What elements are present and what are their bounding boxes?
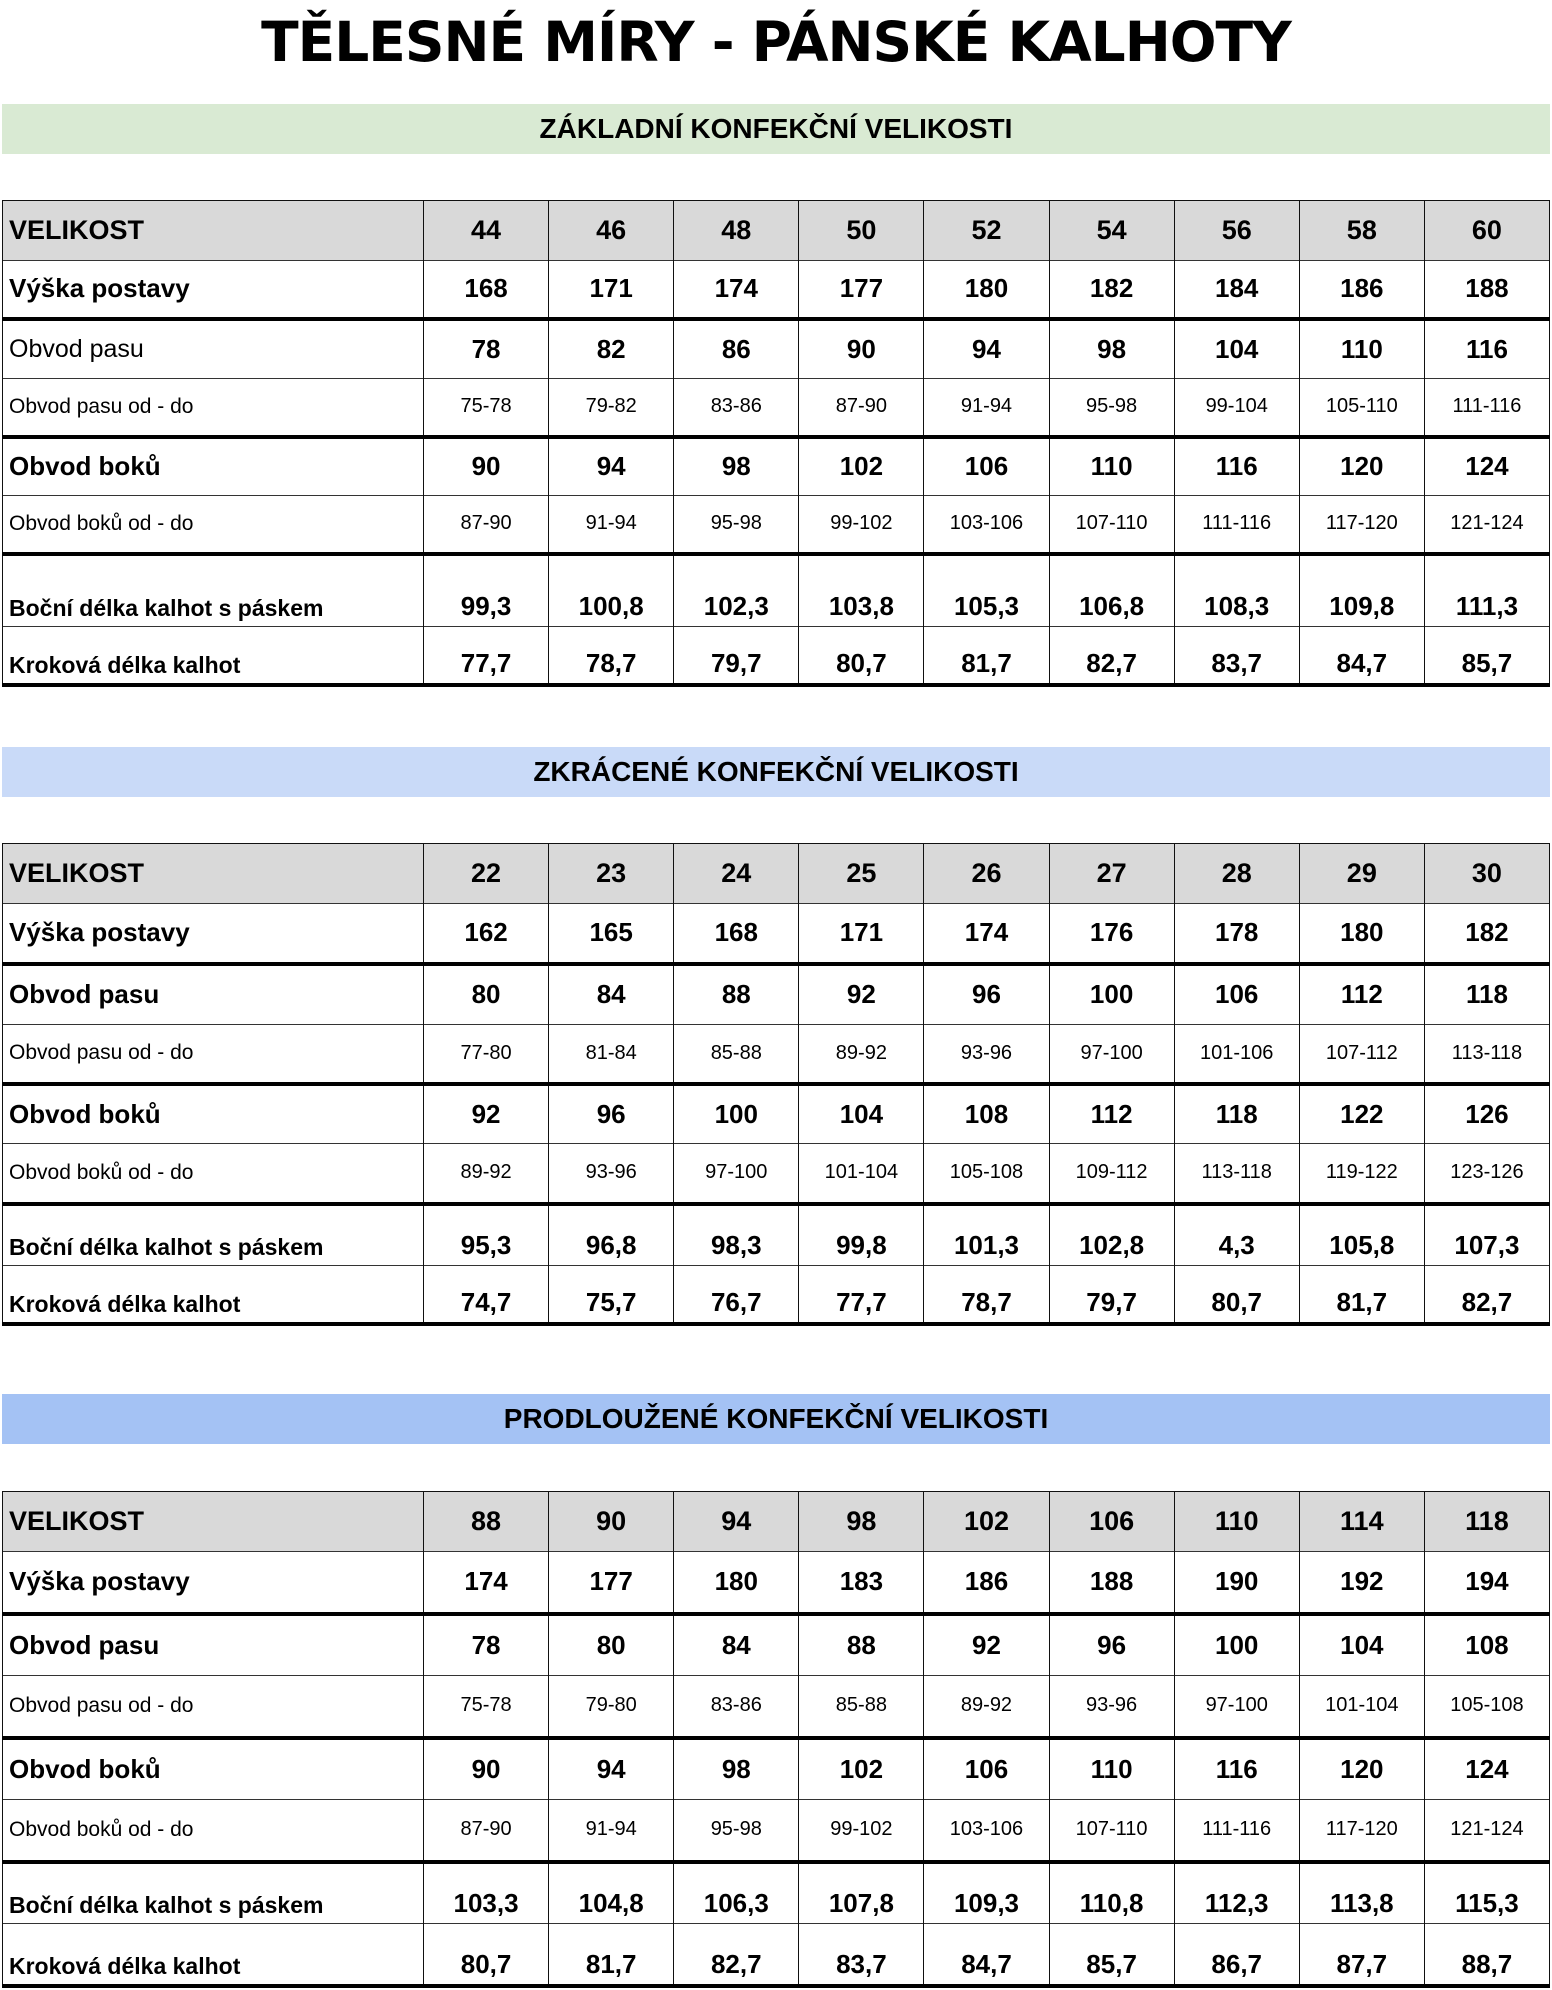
table-cell: 103-106 — [924, 1800, 1049, 1862]
table-cell: 88 — [674, 964, 799, 1025]
table-cell: 120 — [1299, 1738, 1424, 1800]
table-cell: 75,7 — [549, 1266, 674, 1324]
table-cell: 104 — [799, 1084, 924, 1144]
row-label: Obvod boků od - do — [3, 1144, 424, 1204]
table-cell: 186 — [1299, 261, 1424, 319]
table-cell: 190 — [1174, 1552, 1299, 1614]
table-row — [3, 319, 1550, 379]
table-cell: 111-116 — [1174, 1800, 1299, 1862]
table-cell: 106 — [924, 1738, 1049, 1800]
table-row — [3, 1924, 1550, 1986]
table-cell: 85-88 — [674, 1025, 799, 1084]
row-label: Kroková délka kalhot — [3, 1266, 424, 1324]
table-cell: 85-88 — [799, 1676, 924, 1738]
table-cell: 101-104 — [799, 1144, 924, 1204]
table-cell: 91-94 — [549, 496, 674, 554]
table-cell: 177 — [549, 1552, 674, 1614]
table-cell: 106,8 — [1049, 554, 1174, 627]
table-cell: 93-96 — [924, 1025, 1049, 1084]
table-cell: 111-116 — [1424, 379, 1549, 437]
table-cell: 108 — [924, 1084, 1049, 1144]
table-cell: 79-82 — [549, 379, 674, 437]
table-cell: 96 — [1049, 1614, 1174, 1676]
header-row — [3, 844, 1550, 904]
table-cell: 178 — [1174, 904, 1299, 964]
table-cell: 80,7 — [1174, 1266, 1299, 1324]
table-cell: 91-94 — [549, 1800, 674, 1862]
table-cell: 118 — [1424, 964, 1549, 1025]
table-cell: 79-80 — [549, 1676, 674, 1738]
header-row — [3, 1492, 1550, 1552]
table-cell: 105-108 — [924, 1144, 1049, 1204]
table-cell: 97-100 — [1049, 1025, 1174, 1084]
table-row — [3, 1614, 1550, 1676]
table-row — [3, 627, 1550, 685]
size-header-cell: 24 — [674, 844, 799, 904]
table-cell: 102,3 — [674, 554, 799, 627]
table-cell: 84,7 — [924, 1924, 1049, 1986]
size-header-cell: 44 — [424, 201, 549, 261]
table-cell: 110 — [1049, 1738, 1174, 1800]
table-cell: 84 — [549, 964, 674, 1025]
table-cell: 122 — [1299, 1084, 1424, 1144]
table-cell: 106 — [924, 437, 1049, 496]
table-cell: 118 — [1174, 1084, 1299, 1144]
table-cell: 174 — [424, 1552, 549, 1614]
table-cell: 113-118 — [1174, 1144, 1299, 1204]
table-cell: 82,7 — [1424, 1266, 1549, 1324]
table-cell: 79,7 — [1049, 1266, 1174, 1324]
size-header-cell: 52 — [924, 201, 1049, 261]
row-label: Kroková délka kalhot — [3, 627, 424, 685]
table-row — [3, 496, 1550, 554]
row-label: Obvod boků od - do — [3, 1800, 424, 1862]
table-cell: 87-90 — [799, 379, 924, 437]
table-cell: 90 — [799, 319, 924, 379]
table-cell: 95-98 — [1049, 379, 1174, 437]
table-cell: 174 — [674, 261, 799, 319]
table-cell: 81,7 — [1299, 1266, 1424, 1324]
table-row — [3, 379, 1550, 437]
size-header-cell: 22 — [424, 844, 549, 904]
row-label: Boční délka kalhot s páskem — [3, 1204, 424, 1266]
table-row — [3, 1266, 1550, 1324]
table-cell: 105,3 — [924, 554, 1049, 627]
table-cell: 182 — [1424, 904, 1549, 964]
table-cell: 188 — [1424, 261, 1549, 319]
table-cell: 4,3 — [1174, 1204, 1299, 1266]
table-cell: 102,8 — [1049, 1204, 1174, 1266]
table-cell: 78 — [424, 1614, 549, 1676]
table-cell: 98 — [1049, 319, 1174, 379]
table-cell: 165 — [549, 904, 674, 964]
size-header-cell: 28 — [1174, 844, 1299, 904]
table-row — [3, 1025, 1550, 1084]
section-heading-long: PRODLOUŽENÉ KONFEKČNÍ VELIKOSTI — [2, 1394, 1550, 1444]
size-table-basic — [2, 200, 1550, 687]
table-cell: 110 — [1299, 319, 1424, 379]
size-header-cell: 27 — [1049, 844, 1174, 904]
row-label: Obvod boků — [3, 1084, 424, 1144]
table-cell: 76,7 — [674, 1266, 799, 1324]
table-row — [3, 964, 1550, 1025]
table-cell: 171 — [799, 904, 924, 964]
row-label: Výška postavy — [3, 261, 424, 319]
table-cell: 75-78 — [424, 379, 549, 437]
table-cell: 107,8 — [799, 1862, 924, 1924]
table-cell: 94 — [549, 437, 674, 496]
table-cell: 90 — [424, 1738, 549, 1800]
row-label: Výška postavy — [3, 904, 424, 964]
row-label: Obvod boků od - do — [3, 496, 424, 554]
table-cell: 77,7 — [424, 627, 549, 685]
size-header-cell: 23 — [549, 844, 674, 904]
table-cell: 82,7 — [674, 1924, 799, 1986]
table-cell: 177 — [799, 261, 924, 319]
table-cell: 107-110 — [1049, 496, 1174, 554]
table-cell: 110,8 — [1049, 1862, 1174, 1924]
size-header-cell: 118 — [1424, 1492, 1549, 1552]
table-cell: 99-104 — [1174, 379, 1299, 437]
table-cell: 111,3 — [1424, 554, 1549, 627]
table-cell: 112 — [1049, 1084, 1174, 1144]
size-header-cell: 106 — [1049, 1492, 1174, 1552]
table-cell: 112 — [1299, 964, 1424, 1025]
table-cell: 194 — [1424, 1552, 1549, 1614]
size-header-cell: 29 — [1299, 844, 1424, 904]
table-cell: 87-90 — [424, 1800, 549, 1862]
table-cell: 168 — [674, 904, 799, 964]
table-cell: 81-84 — [549, 1025, 674, 1084]
table-cell: 115,3 — [1424, 1862, 1549, 1924]
table-row — [3, 1552, 1550, 1614]
table-cell: 80,7 — [799, 627, 924, 685]
table-cell: 180 — [674, 1552, 799, 1614]
table-cell: 95,3 — [424, 1204, 549, 1266]
table-cell: 92 — [799, 964, 924, 1025]
table-cell: 100 — [674, 1084, 799, 1144]
table-cell: 174 — [924, 904, 1049, 964]
table-cell: 168 — [424, 261, 549, 319]
table-cell: 93-96 — [549, 1144, 674, 1204]
table-cell: 182 — [1049, 261, 1174, 319]
table-cell: 121-124 — [1424, 1800, 1549, 1862]
table-cell: 97-100 — [1174, 1676, 1299, 1738]
table-row — [3, 261, 1550, 319]
size-header-cell: 90 — [549, 1492, 674, 1552]
table-cell: 180 — [924, 261, 1049, 319]
table-cell: 186 — [924, 1552, 1049, 1614]
table-cell: 93-96 — [1049, 1676, 1174, 1738]
section-heading-basic: ZÁKLADNÍ KONFEKČNÍ VELIKOSTI — [2, 104, 1550, 154]
table-cell: 104 — [1299, 1614, 1424, 1676]
section-heading-short: ZKRÁCENÉ KONFEKČNÍ VELIKOSTI — [2, 747, 1550, 797]
table-cell: 101-106 — [1174, 1025, 1299, 1084]
table-cell: 83-86 — [674, 1676, 799, 1738]
row-label: Boční délka kalhot s páskem — [3, 1862, 424, 1924]
table-cell: 124 — [1424, 1738, 1549, 1800]
row-label: Obvod pasu od - do — [3, 1025, 424, 1084]
table-cell: 89-92 — [799, 1025, 924, 1084]
table-cell: 82,7 — [1049, 627, 1174, 685]
table-cell: 96 — [924, 964, 1049, 1025]
row-label: Obvod pasu od - do — [3, 1676, 424, 1738]
table-cell: 99,8 — [799, 1204, 924, 1266]
size-header-cell: 25 — [799, 844, 924, 904]
table-cell: 99-102 — [799, 1800, 924, 1862]
table-cell: 89-92 — [924, 1676, 1049, 1738]
table-cell: 80 — [549, 1614, 674, 1676]
table-cell: 81,7 — [549, 1924, 674, 1986]
table-cell: 81,7 — [924, 627, 1049, 685]
table-cell: 107,3 — [1424, 1204, 1549, 1266]
table-cell: 83-86 — [674, 379, 799, 437]
table-cell: 116 — [1174, 1738, 1299, 1800]
table-cell: 101,3 — [924, 1204, 1049, 1266]
table-cell: 107-110 — [1049, 1800, 1174, 1862]
table-cell: 74,7 — [424, 1266, 549, 1324]
table-cell: 98 — [674, 437, 799, 496]
table-cell: 95-98 — [674, 496, 799, 554]
table-cell: 87-90 — [424, 496, 549, 554]
table-cell: 83,7 — [799, 1924, 924, 1986]
size-header-cell: 48 — [674, 201, 799, 261]
table-cell: 92 — [424, 1084, 549, 1144]
row-label: Obvod pasu — [3, 964, 424, 1025]
table-cell: 104 — [1174, 319, 1299, 379]
table-cell: 103-106 — [924, 496, 1049, 554]
table-row — [3, 1676, 1550, 1738]
page-title: TĚLESNÉ MÍRY - PÁNSKÉ KALHOTY — [261, 10, 1291, 74]
table-cell: 95-98 — [674, 1800, 799, 1862]
table-cell: 107-112 — [1299, 1025, 1424, 1084]
table-cell: 105-110 — [1299, 379, 1424, 437]
table-row — [3, 1800, 1550, 1862]
table-cell: 94 — [924, 319, 1049, 379]
table-cell: 180 — [1299, 904, 1424, 964]
size-header-cell: 50 — [799, 201, 924, 261]
table-cell: 85,7 — [1424, 627, 1549, 685]
table-cell: 89-92 — [424, 1144, 549, 1204]
row-label: Kroková délka kalhot — [3, 1924, 424, 1986]
table-cell: 101-104 — [1299, 1676, 1424, 1738]
table-cell: 113-118 — [1424, 1025, 1549, 1084]
table-cell: 98,3 — [674, 1204, 799, 1266]
table-cell: 77-80 — [424, 1025, 549, 1084]
row-label: Obvod pasu — [3, 319, 424, 379]
table-cell: 77,7 — [799, 1266, 924, 1324]
table-cell: 104,8 — [549, 1862, 674, 1924]
table-cell: 99-102 — [799, 496, 924, 554]
size-header-cell: 30 — [1424, 844, 1549, 904]
table-row — [3, 1204, 1550, 1266]
table-cell: 102 — [799, 1738, 924, 1800]
table-cell: 80 — [424, 964, 549, 1025]
table-cell: 79,7 — [674, 627, 799, 685]
table-cell: 97-100 — [674, 1144, 799, 1204]
table-cell: 86 — [674, 319, 799, 379]
table-row — [3, 1862, 1550, 1924]
size-header-cell: 102 — [924, 1492, 1049, 1552]
table-cell: 88,7 — [1424, 1924, 1549, 1986]
table-cell: 112,3 — [1174, 1862, 1299, 1924]
table-cell: 100,8 — [549, 554, 674, 627]
table-cell: 117-120 — [1299, 496, 1424, 554]
table-cell: 171 — [549, 261, 674, 319]
header-label: VELIKOST — [3, 844, 424, 904]
row-label: Obvod boků — [3, 1738, 424, 1800]
table-row — [3, 554, 1550, 627]
table-cell: 100 — [1049, 964, 1174, 1025]
table-cell: 109,3 — [924, 1862, 1049, 1924]
header-label: VELIKOST — [3, 201, 424, 261]
table-cell: 98 — [674, 1738, 799, 1800]
table-cell: 123-126 — [1424, 1144, 1549, 1204]
table-cell: 110 — [1049, 437, 1174, 496]
table-cell: 91-94 — [924, 379, 1049, 437]
table-cell: 80,7 — [424, 1924, 549, 1986]
table-cell: 84,7 — [1299, 627, 1424, 685]
row-label: Obvod pasu od - do — [3, 379, 424, 437]
table-cell: 124 — [1424, 437, 1549, 496]
table-row — [3, 904, 1550, 964]
table-cell: 106 — [1174, 964, 1299, 1025]
table-cell: 82 — [549, 319, 674, 379]
table-cell: 121-124 — [1424, 496, 1549, 554]
row-label: Boční délka kalhot s páskem — [3, 554, 424, 627]
size-table-short — [2, 843, 1550, 1326]
table-cell: 103,3 — [424, 1862, 549, 1924]
table-row — [3, 437, 1550, 496]
table-row — [3, 1738, 1550, 1800]
table-cell: 109-112 — [1049, 1144, 1174, 1204]
table-cell: 184 — [1174, 261, 1299, 319]
table-cell: 120 — [1299, 437, 1424, 496]
row-label: Obvod boků — [3, 437, 424, 496]
table-cell: 96 — [549, 1084, 674, 1144]
size-header-cell: 58 — [1299, 201, 1424, 261]
row-label: Obvod pasu — [3, 1614, 424, 1676]
table-cell: 108 — [1424, 1614, 1549, 1676]
row-label: Výška postavy — [3, 1552, 424, 1614]
table-cell: 111-116 — [1174, 496, 1299, 554]
size-header-cell: 54 — [1049, 201, 1174, 261]
table-cell: 83,7 — [1174, 627, 1299, 685]
table-cell: 116 — [1424, 319, 1549, 379]
size-header-cell: 94 — [674, 1492, 799, 1552]
table-cell: 108,3 — [1174, 554, 1299, 627]
size-table-long — [2, 1491, 1550, 1988]
table-cell: 105-108 — [1424, 1676, 1549, 1738]
table-cell: 102 — [799, 437, 924, 496]
table-cell: 176 — [1049, 904, 1174, 964]
table-cell: 92 — [924, 1614, 1049, 1676]
size-header-cell: 110 — [1174, 1492, 1299, 1552]
table-cell: 94 — [549, 1738, 674, 1800]
table-cell: 183 — [799, 1552, 924, 1614]
table-row — [3, 1084, 1550, 1144]
table-cell: 113,8 — [1299, 1862, 1424, 1924]
table-cell: 116 — [1174, 437, 1299, 496]
table-cell: 105,8 — [1299, 1204, 1424, 1266]
size-header-cell: 114 — [1299, 1492, 1424, 1552]
table-cell: 84 — [674, 1614, 799, 1676]
table-cell: 103,8 — [799, 554, 924, 627]
table-cell: 99,3 — [424, 554, 549, 627]
header-label: VELIKOST — [3, 1492, 424, 1552]
table-cell: 78 — [424, 319, 549, 379]
table-cell: 96,8 — [549, 1204, 674, 1266]
table-cell: 85,7 — [1049, 1924, 1174, 1986]
table-cell: 119-122 — [1299, 1144, 1424, 1204]
size-header-cell: 60 — [1424, 201, 1549, 261]
table-cell: 109,8 — [1299, 554, 1424, 627]
table-cell: 90 — [424, 437, 549, 496]
table-cell: 88 — [799, 1614, 924, 1676]
table-cell: 75-78 — [424, 1676, 549, 1738]
table-cell: 126 — [1424, 1084, 1549, 1144]
table-cell: 106,3 — [674, 1862, 799, 1924]
table-cell: 100 — [1174, 1614, 1299, 1676]
header-row — [3, 201, 1550, 261]
size-header-cell: 88 — [424, 1492, 549, 1552]
table-cell: 86,7 — [1174, 1924, 1299, 1986]
table-cell: 78,7 — [549, 627, 674, 685]
size-header-cell: 26 — [924, 844, 1049, 904]
table-cell: 87,7 — [1299, 1924, 1424, 1986]
table-cell: 78,7 — [924, 1266, 1049, 1324]
table-cell: 117-120 — [1299, 1800, 1424, 1862]
table-cell: 162 — [424, 904, 549, 964]
size-header-cell: 98 — [799, 1492, 924, 1552]
table-row — [3, 1144, 1550, 1204]
size-header-cell: 46 — [549, 201, 674, 261]
table-cell: 192 — [1299, 1552, 1424, 1614]
table-cell: 188 — [1049, 1552, 1174, 1614]
size-header-cell: 56 — [1174, 201, 1299, 261]
